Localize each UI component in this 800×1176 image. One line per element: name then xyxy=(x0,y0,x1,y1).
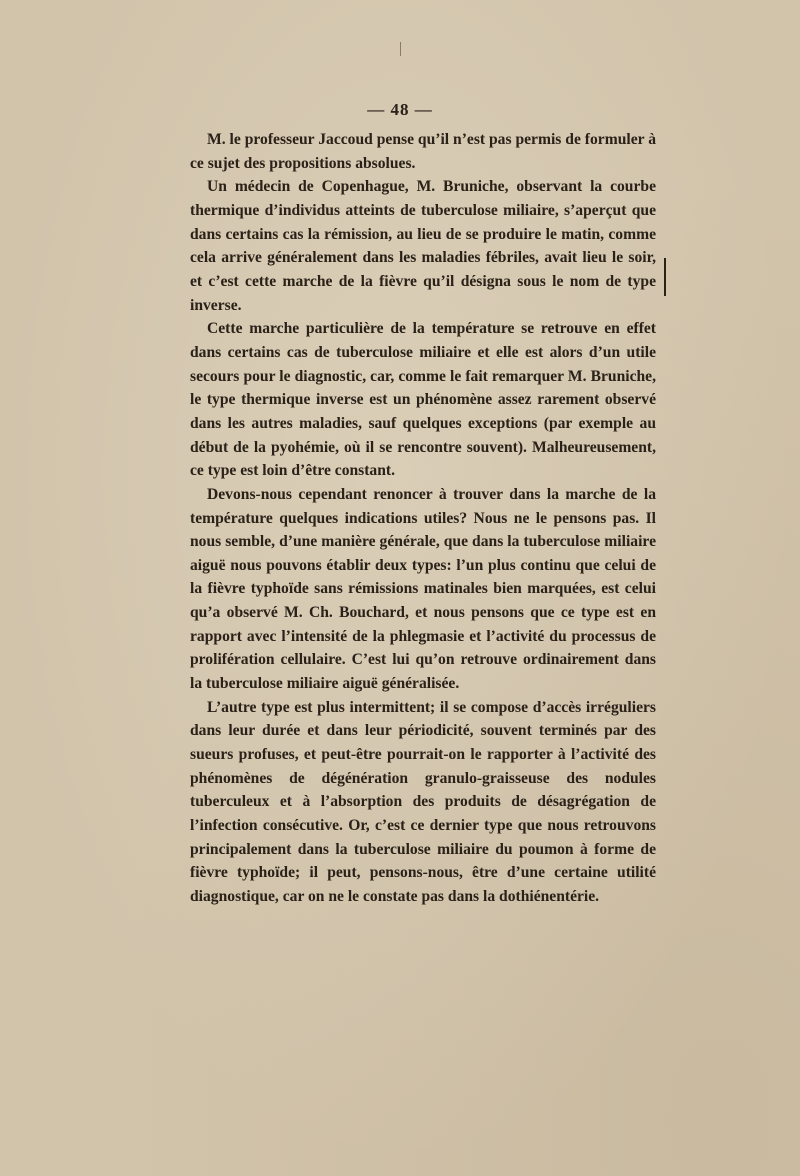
page-number: — 48 — xyxy=(367,100,433,119)
paragraph-5: L’autre type est plus intermittent; il se compose d’accès irréguliers dans leur durée et dans leur périodicité, souvent terminés par des sueurs profuses, et peut-être pourrait-on le rapporter à l’activité des phénomènes de dégénération granulo-graisseuse des nodules tuberculeux et à l’absorption des produits de désagrégation de l’infection consécutive. Or, c’est ce dernier type que nous retrouvons principalement dans la tuberculose miliaire du poumon à forme de fièvre typhoïde; il peut, pensons-nous, être d’une certaine utilité diagnostique, car on ne le constate pas dans la dothiénentérie. xyxy=(190,698,656,905)
paper-speck xyxy=(400,42,401,56)
paragraph-3: Cette marche particulière de la température se retrouve en effet dans certains cas de tuberculose miliaire et elle est alors d’un utile secours pour le diagnostic, car, comme le fait remarquer M. Bruniche, le type thermique inverse est un phénomène assez rarement observé dans les autres maladies, sauf quelques exceptions (par exemple au début de la pyohémie, où il se rencontre souvent). Malheureusement, ce type est loin d’être constant. xyxy=(190,320,656,480)
paragraph-1: M. le professeur Jaccoud pense qu’il n’est pas permis de formuler à ce sujet des propositions absolues. xyxy=(190,131,656,172)
paragraph-4: Devons-nous cependant renoncer à trouver dans la marche de la température quelques indications utiles? Nous ne le pensons pas. Il nous semble, d’une manière générale, que dans la tuberculose miliaire aiguë nous pouvons établir deux types: l’un plus continu que celui de la fièvre typhoïde sans rémissions matinales bien marquées, est celui qu’a observé M. Ch. Bouchard, et nous pensons que ce type est en rapport avec l’intensité de la phlegmasie et l’activité du processus de prolifération cellulaire. C’est lui qu’on retrouve ordinairement dans la tuberculose miliaire aiguë généralisée. xyxy=(190,485,656,693)
margin-mark xyxy=(664,258,666,296)
paragraph-2: Un médecin de Copenhague, M. Bruniche, observant la courbe thermique d’individus atteints de tuberculose miliaire, s’aperçut que dans certains cas la rémission, au lieu de se produire le matin, comme cela arrive généralement dans les maladies fébriles, avait lieu le soir, et c’est cette marche de la fièvre qu’il désigna sous le nom de type inverse. xyxy=(190,178,656,314)
body-text xyxy=(190,128,656,909)
